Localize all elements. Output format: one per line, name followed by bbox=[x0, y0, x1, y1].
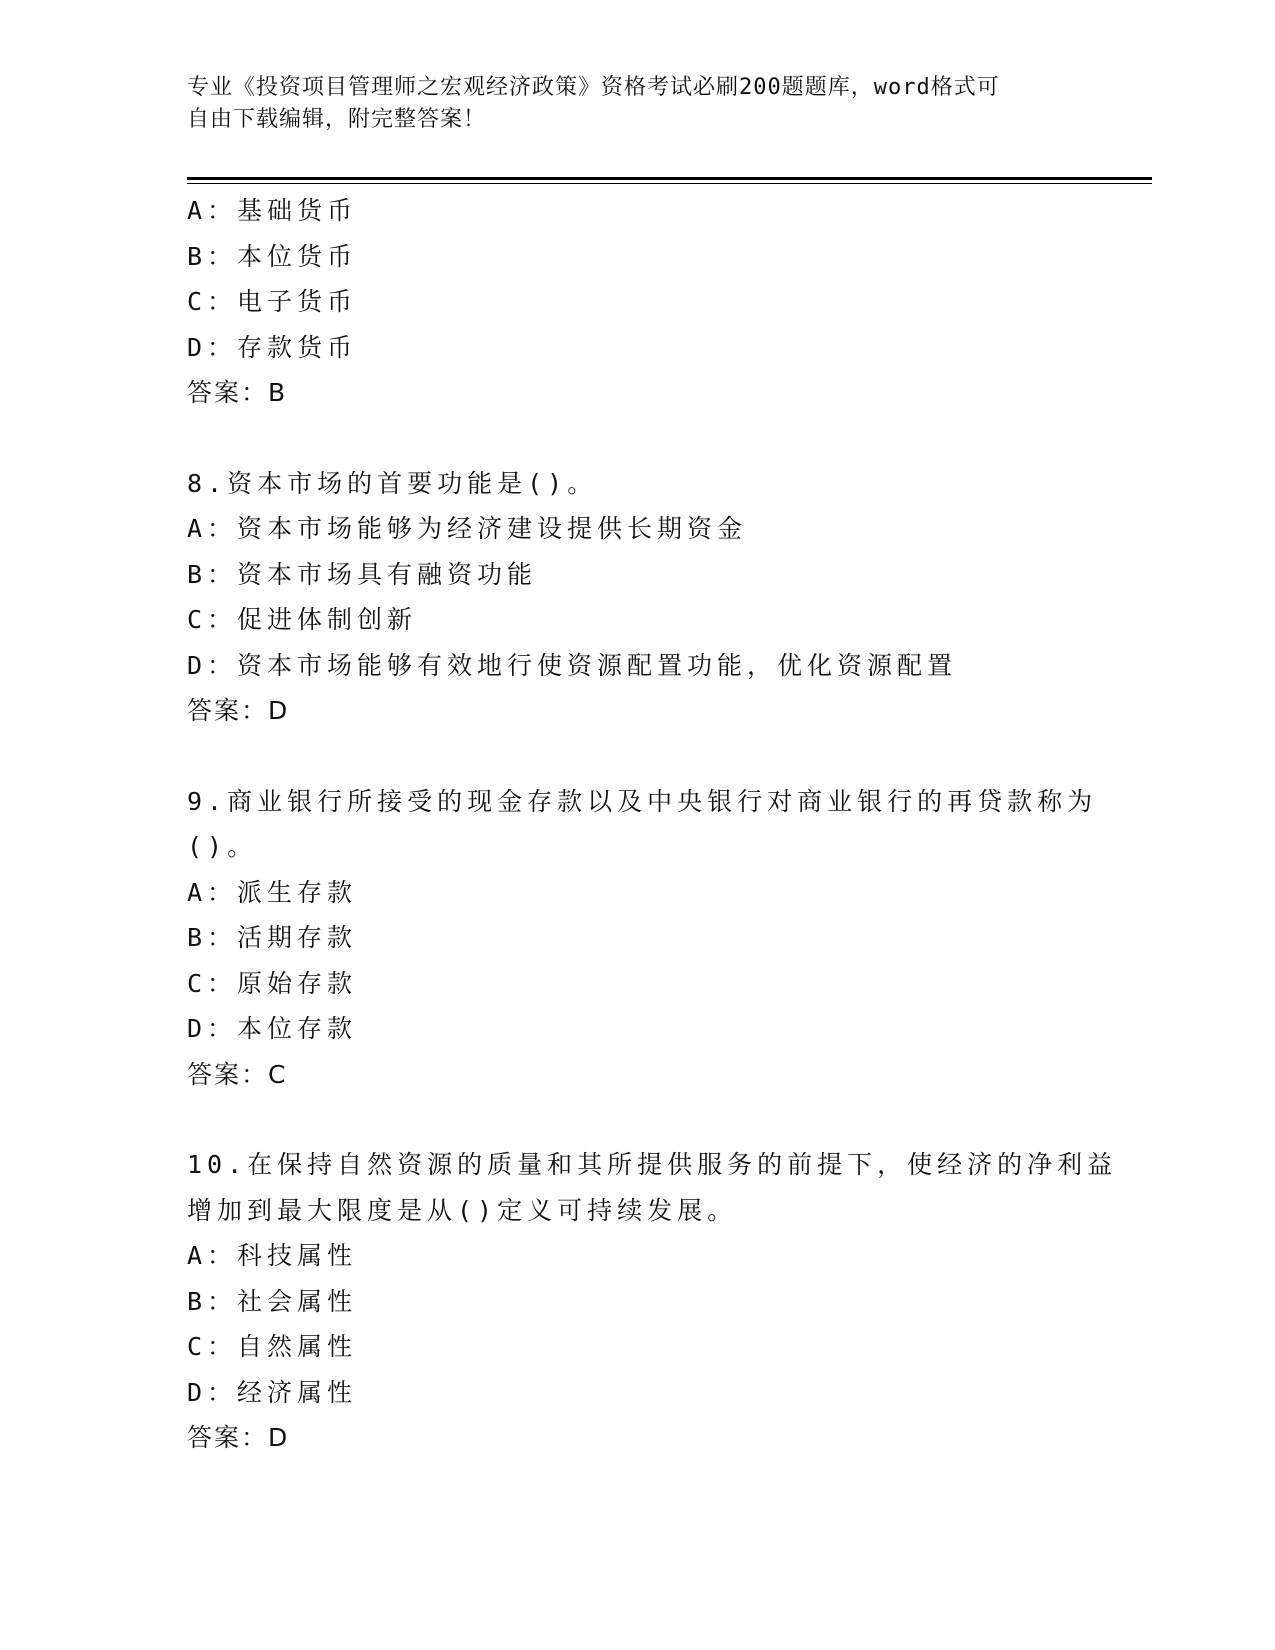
option-c: C：原始存款 bbox=[187, 968, 358, 998]
option-c: C：自然属性 bbox=[187, 1332, 358, 1361]
document-header bbox=[187, 72, 1067, 136]
spacer bbox=[187, 734, 1087, 779]
option-d: D：资本市场能够有效地行使资源配置功能，优化资源配置 bbox=[187, 650, 958, 680]
option-b: B：社会属性 bbox=[187, 1286, 358, 1316]
option-d: D：本位存款 bbox=[187, 1014, 358, 1043]
option-b: B：活期存款 bbox=[187, 923, 358, 952]
option-c: C：电子货币 bbox=[187, 287, 358, 316]
header-line-1: 专业《投资项目管理师之宏观经济政策》资格考试必刷200题题库，word格式可 bbox=[187, 75, 1000, 100]
option-a: A：科技属性 bbox=[187, 1241, 358, 1270]
answer-line: 答案：C bbox=[187, 1059, 288, 1089]
option-a: A：基础货币 bbox=[187, 196, 358, 225]
header-rule-thick bbox=[187, 177, 1152, 180]
question-text-line-1: 10.在保持自然资源的质量和其所提供服务的前提下，使经济的净利益 bbox=[187, 1150, 1118, 1179]
header-line-2: 自由下载编辑，附完整答案！ bbox=[187, 107, 487, 132]
spacer bbox=[187, 1097, 1087, 1142]
question-block-8 bbox=[187, 461, 1087, 734]
question-block-10 bbox=[187, 1142, 1118, 1461]
option-a: A：派生存款 bbox=[187, 877, 358, 907]
answer-line: 答案：D bbox=[187, 696, 290, 725]
header-rule-thin bbox=[187, 183, 1152, 184]
option-a: A：资本市场能够为经济建设提供长期资金 bbox=[187, 514, 748, 543]
spacer bbox=[187, 416, 1087, 461]
question-block-7 bbox=[187, 188, 1087, 416]
option-d: D：经济属性 bbox=[187, 1377, 358, 1407]
question-text-line-2: ()。 bbox=[187, 832, 258, 861]
option-b: B：资本市场具有融资功能 bbox=[187, 559, 538, 589]
question-text-line-2: 增加到最大限度是从()定义可持续发展。 bbox=[187, 1195, 738, 1225]
option-b: B：本位货币 bbox=[187, 241, 358, 271]
question-block-9 bbox=[187, 779, 1098, 1098]
option-c: C：促进体制创新 bbox=[187, 605, 418, 634]
question-text: 8.资本市场的首要功能是()。 bbox=[187, 468, 598, 498]
question-text-line-1: 9.商业银行所接受的现金存款以及中央银行对商业银行的再贷款称为 bbox=[187, 786, 1098, 816]
option-d: D：存款货币 bbox=[187, 332, 358, 362]
question-content bbox=[187, 188, 1118, 1461]
answer-line: 答案：B bbox=[187, 378, 288, 407]
answer-line: 答案：D bbox=[187, 1423, 290, 1452]
